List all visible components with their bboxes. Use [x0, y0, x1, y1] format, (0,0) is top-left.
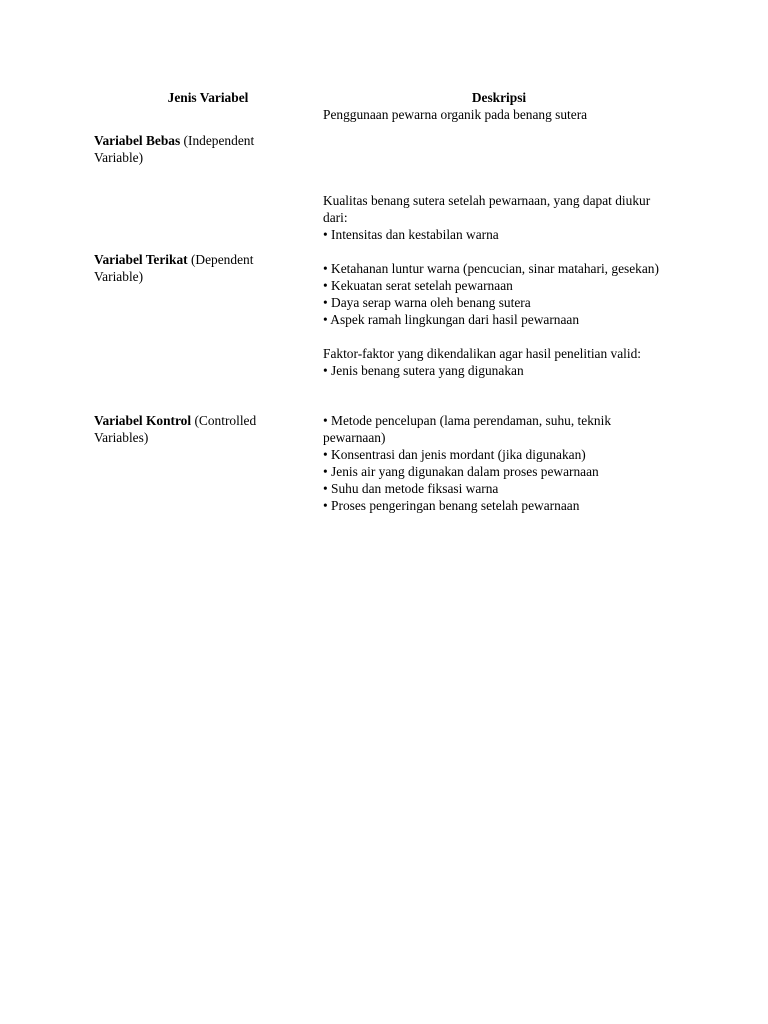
bullet-item: • Ketahanan luntur warna (pencucian, sinar matahari, gesekan) [323, 261, 659, 276]
bullet-item: • Jenis benang sutera yang digunakan [323, 363, 524, 378]
label-rest: (Controlled Variables) [94, 413, 257, 445]
column-header-deskripsi: Deskripsi [471, 90, 527, 105]
description-bebas [323, 106, 668, 123]
label-variabel-terikat [94, 251, 294, 285]
label-bold: Variabel Terikat [94, 252, 188, 267]
description-intro: Faktor-faktor yang dikendalikan agar hasil penelitian valid: [323, 346, 642, 361]
label-variabel-kontrol [94, 412, 294, 446]
label-bold: Variabel Kontrol [94, 413, 192, 428]
bullet-item: • Daya serap warna oleh benang sutera [323, 295, 531, 310]
bullet-item: • Proses pengeringan benang setelah pewarnaan [323, 498, 580, 513]
bullet-item: • Kekuatan serat setelah pewarnaan [323, 278, 513, 293]
label-bold: Variabel Bebas [94, 133, 181, 148]
column-header-jenis-variabel: Jenis Variabel [167, 90, 249, 105]
bullet-item: • Suhu dan metode fiksasi warna [323, 481, 499, 496]
bullet-item: • Jenis air yang digunakan dalam proses pewarnaan [323, 464, 599, 479]
description-kontrol-bullets [323, 412, 668, 514]
description-text: Penggunaan pewarna organik pada benang sutera [323, 107, 588, 122]
description-intro: Kualitas benang sutera setelah pewarnaan, yang dapat diukur dari: [323, 193, 651, 225]
label-rest: (Dependent Variable) [94, 252, 254, 284]
description-terikat-bullets [323, 260, 668, 328]
label-rest: (Independent Variable) [94, 133, 255, 165]
label-variabel-bebas [94, 132, 294, 166]
bullet-item: • Metode pencelupan (lama perendaman, suhu, teknik pewarnaan) [323, 413, 612, 445]
description-terikat-intro [323, 192, 668, 243]
bullet-item: • Konsentrasi dan jenis mordant (jika digunakan) [323, 447, 586, 462]
bullet-item: • Intensitas dan kestabilan warna [323, 227, 499, 242]
bullet-item: • Aspek ramah lingkungan dari hasil pewarnaan [323, 312, 580, 327]
description-kontrol-intro [323, 345, 668, 379]
